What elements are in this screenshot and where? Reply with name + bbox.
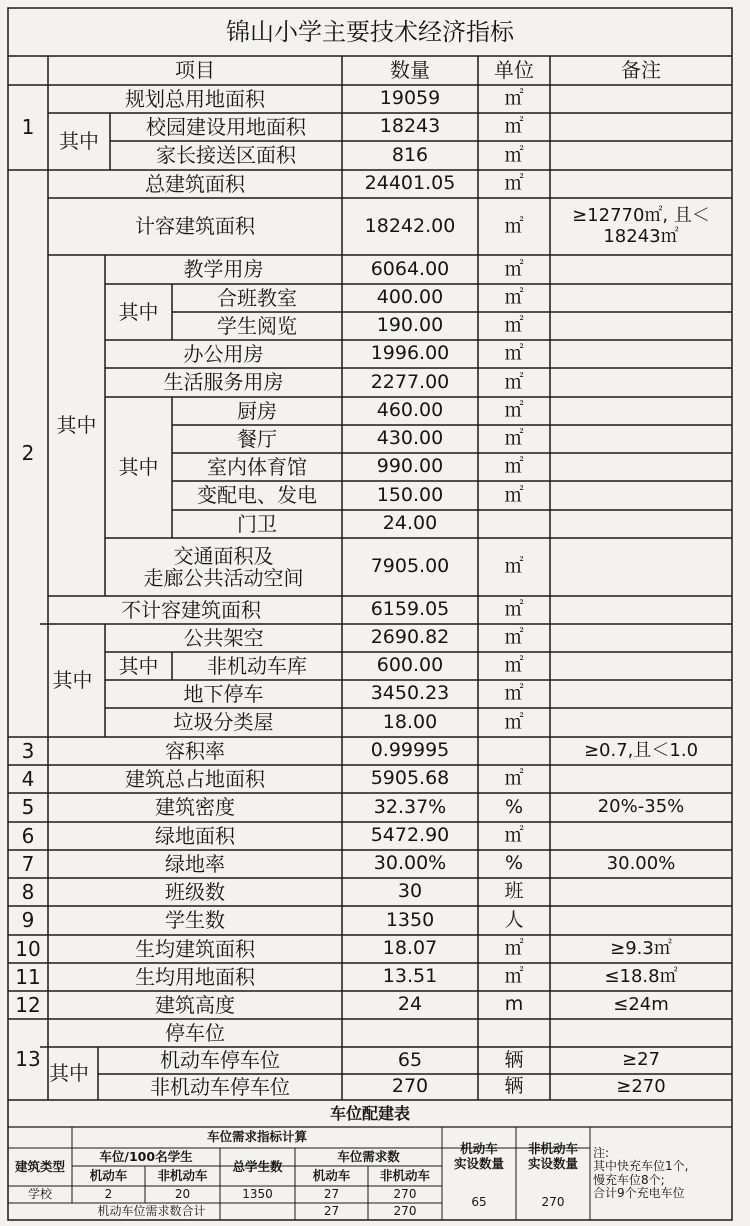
row-note: 30.00% xyxy=(606,852,676,874)
row-label: 餐厅 xyxy=(237,426,277,451)
row-qty: 460.00 xyxy=(376,399,444,422)
row-qty: 65 xyxy=(397,1048,423,1071)
row-label: 规划总用地面积 xyxy=(125,86,265,111)
row-unit: ㎡ xyxy=(504,937,524,960)
row-unit: ㎡ xyxy=(504,87,524,110)
parking-demand: 车位需求数 xyxy=(337,1148,400,1164)
parking-indicator-calc: 车位需求指标计算 xyxy=(206,1129,307,1145)
row-unit: ㎡ xyxy=(504,824,524,847)
row-label: 公共架空 xyxy=(183,625,264,650)
parking-actual-nonmotor-val: 270 xyxy=(541,1195,565,1210)
row-label: 不计容建筑面积 xyxy=(121,597,261,622)
row-label: 生活服务用房 xyxy=(163,370,284,395)
row-label: 容积率 xyxy=(165,738,225,763)
row-unit: ㎡ xyxy=(504,598,524,621)
row-qty: 2277.00 xyxy=(370,370,450,393)
row-label: 绿地率 xyxy=(165,851,225,876)
parking-actual-motor-val: 65 xyxy=(471,1195,487,1210)
row-unit: ㎡ xyxy=(504,710,524,733)
parking-demand-nonmotor: 非机动车 xyxy=(379,1167,430,1183)
row-note: 20%-35% xyxy=(597,796,685,818)
row-label: 停车位 xyxy=(165,1020,225,1045)
row-qty: 18.00 xyxy=(382,710,438,733)
row-unit: 人 xyxy=(504,908,524,931)
parking-school: 学校 xyxy=(27,1186,52,1201)
row-qty: 430.00 xyxy=(376,427,444,450)
group-label-qizhong: 其中 xyxy=(118,455,159,480)
row-number: 3 xyxy=(21,738,35,763)
row-label: 生均建筑面积 xyxy=(135,936,255,961)
row-number: 13 xyxy=(15,1047,41,1072)
row-unit: ㎡ xyxy=(504,143,524,166)
parking-actual-motor: 机动车 实设数量 xyxy=(453,1141,504,1171)
row-qty: 1996.00 xyxy=(370,342,450,365)
row-unit: ㎡ xyxy=(504,626,524,649)
row-unit: ㎡ xyxy=(504,115,524,138)
row-number: 4 xyxy=(21,766,35,791)
row-qty: 1350 xyxy=(385,908,435,931)
row-unit: ㎡ xyxy=(504,214,524,237)
row-number: 10 xyxy=(15,936,41,961)
row-label: 生均用地面积 xyxy=(135,964,255,989)
row-label: 合班教室 xyxy=(217,285,297,310)
row-number: 12 xyxy=(15,992,41,1017)
row-note: ≥27 xyxy=(622,1049,660,1071)
row-label: 建筑高度 xyxy=(155,992,235,1017)
row-unit: ㎡ xyxy=(504,286,524,309)
row-qty: 400.00 xyxy=(376,286,444,309)
row-qty: 600.00 xyxy=(376,654,444,677)
group-label-qizhong: 其中 xyxy=(118,653,159,678)
row-note: ≥9.3㎡ xyxy=(610,937,672,959)
row-number: 6 xyxy=(21,823,35,848)
parking-per100-motor: 机动车 xyxy=(89,1167,128,1183)
group-label-qizhong: 其中 xyxy=(56,413,97,438)
row-label: 地下停车 xyxy=(183,681,264,706)
row-number: 8 xyxy=(21,879,35,904)
parking-building-type: 建筑类型 xyxy=(14,1158,65,1174)
row-qty: 32.37% xyxy=(373,795,447,818)
row-unit: ㎡ xyxy=(504,314,524,337)
row-qty: 150.00 xyxy=(376,483,444,506)
header-unit: 单位 xyxy=(494,58,534,83)
row-unit: ㎡ xyxy=(504,767,524,790)
row-label: 校园建设用地面积 xyxy=(146,114,306,139)
row-unit: ㎡ xyxy=(504,682,524,705)
row-unit: ㎡ xyxy=(504,555,524,578)
group-label-qizhong: 其中 xyxy=(118,299,159,324)
row-label: 绿地面积 xyxy=(155,823,235,848)
parking-per100: 车位/100名学生 xyxy=(99,1148,193,1164)
row-qty: 6159.05 xyxy=(370,598,450,621)
parking-students-val: 1350 xyxy=(242,1186,273,1201)
row-unit: ㎡ xyxy=(504,427,524,450)
row-label: 建筑密度 xyxy=(155,795,235,820)
row-qty: 2690.82 xyxy=(370,626,450,649)
row-unit: ㎡ xyxy=(504,483,524,506)
row-qty: 30.00% xyxy=(373,852,447,875)
row-label: 总建筑面积 xyxy=(145,171,245,196)
row-unit: m xyxy=(504,993,524,1016)
row-unit: ㎡ xyxy=(504,342,524,365)
row-qty: 24401.05 xyxy=(364,172,456,195)
row-number: 11 xyxy=(15,964,41,989)
row-label: 学生数 xyxy=(165,908,225,933)
parking-demand-nonmotor-val: 270 xyxy=(393,1186,417,1201)
row-note: ≤24m xyxy=(613,993,669,1015)
row-qty: 5905.68 xyxy=(370,767,450,790)
row-qty: 990.00 xyxy=(376,455,444,478)
row-label: 教学用房 xyxy=(183,257,264,282)
row-number: 5 xyxy=(21,795,35,820)
row-unit: 班 xyxy=(504,880,524,903)
row-qty: 3450.23 xyxy=(370,682,450,705)
row-qty: 18.07 xyxy=(382,937,438,960)
row-qty: 19059 xyxy=(379,87,441,110)
row-label: 交通面积及 走廊公共活动空间 xyxy=(143,543,304,590)
row-number: 9 xyxy=(21,908,35,933)
row-qty: 24 xyxy=(397,993,423,1016)
row-qty: 13.51 xyxy=(382,965,438,988)
parking-total-nonmotor: 270 xyxy=(393,1203,417,1218)
row-label: 机动车停车位 xyxy=(160,1048,280,1073)
parking-demand-motor: 机动车 xyxy=(312,1167,351,1183)
row-note: ≥270 xyxy=(616,1075,666,1097)
row-number: 1 xyxy=(21,115,35,140)
parking-per100-motor-val: 2 xyxy=(104,1186,113,1201)
row-unit: 辆 xyxy=(504,1048,524,1071)
parking-per100-nonmotor: 非机动车 xyxy=(157,1167,208,1183)
row-label: 垃圾分类屋 xyxy=(173,710,274,735)
row-unit: ㎡ xyxy=(504,172,524,195)
header-qty: 数量 xyxy=(390,58,430,83)
row-label: 班级数 xyxy=(165,879,225,904)
row-qty: 18242.00 xyxy=(364,214,456,237)
row-label: 室内体育馆 xyxy=(207,454,307,479)
row-qty: 5472.90 xyxy=(370,824,450,847)
row-unit: ㎡ xyxy=(504,370,524,393)
row-unit: ㎡ xyxy=(504,654,524,677)
row-qty: 30 xyxy=(397,880,423,903)
row-label: 厨房 xyxy=(237,398,277,423)
row-qty: 7905.00 xyxy=(370,555,450,578)
row-number: 7 xyxy=(21,851,35,876)
row-label: 办公用房 xyxy=(183,341,264,366)
header-item: 项目 xyxy=(175,58,215,83)
row-label: 非机动车停车位 xyxy=(150,1074,290,1099)
row-unit: % xyxy=(504,795,524,818)
group-label-qizhong: 其中 xyxy=(49,1061,89,1086)
parking-table-title: 车位配建表 xyxy=(329,1103,410,1123)
sheet-title: 锦山小学主要技术经济指标 xyxy=(226,17,514,46)
row-label: 建筑总占地面积 xyxy=(125,766,265,791)
header-note: 备注 xyxy=(621,58,661,83)
parking-demand-motor-val: 27 xyxy=(323,1186,340,1201)
row-unit: ㎡ xyxy=(504,399,524,422)
row-unit: % xyxy=(504,852,524,875)
row-label: 计容建筑面积 xyxy=(135,214,255,239)
row-unit: 辆 xyxy=(504,1075,524,1098)
row-unit: ㎡ xyxy=(504,455,524,478)
parking-total-label: 机动车位需求数合计 xyxy=(97,1203,206,1218)
row-qty: 18243 xyxy=(379,115,441,138)
row-qty: 190.00 xyxy=(376,314,444,337)
row-qty: 24.00 xyxy=(382,512,438,535)
parking-actual-nonmotor: 非机动车 实设数量 xyxy=(527,1141,578,1171)
row-note: ≤18.8㎡ xyxy=(604,965,678,987)
group-label-qizhong: 其中 xyxy=(59,129,99,154)
parking-total-students: 总学生数 xyxy=(232,1158,283,1174)
row-label: 门卫 xyxy=(237,511,277,536)
row-qty: 816 xyxy=(391,143,429,166)
parking-total-motor: 27 xyxy=(323,1203,340,1218)
row-unit: ㎡ xyxy=(504,965,524,988)
row-qty: 270 xyxy=(391,1075,429,1098)
row-note: ≥0.7,且＜1.0 xyxy=(583,739,699,761)
row-qty: 0.99995 xyxy=(370,739,450,762)
row-number: 2 xyxy=(21,441,35,466)
row-unit: ㎡ xyxy=(504,257,524,280)
row-note: ≥12770㎡, 且＜ 18243㎡ xyxy=(572,205,710,247)
row-label: 变配电、发电 xyxy=(197,483,317,508)
group-label-qizhong: 其中 xyxy=(52,668,93,693)
parking-per100-nonmotor-val: 20 xyxy=(174,1186,191,1201)
row-label: 家长接送区面积 xyxy=(156,143,296,168)
row-label: 非机动车库 xyxy=(207,653,307,678)
row-label: 学生阅览 xyxy=(217,313,297,338)
row-qty: 6064.00 xyxy=(370,257,450,280)
parking-note: 注: 其中快充车位1个, 慢充车位8个; 合计9个充电车位 xyxy=(593,1145,689,1200)
